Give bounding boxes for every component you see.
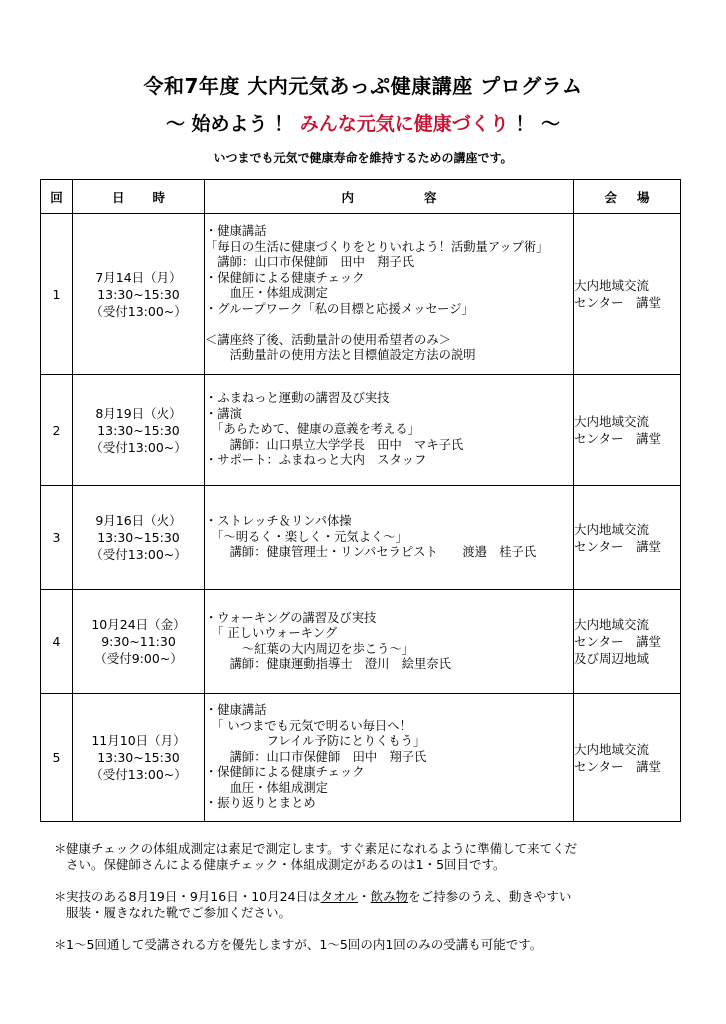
session-venue bbox=[574, 486, 681, 590]
content-line: 「 正しいウォーキング bbox=[205, 626, 338, 640]
content-line: ・グループワーク「私の目標と応援メッセージ」 bbox=[205, 301, 474, 316]
tagline: いつまでも元気で健康寿命を維持するための講座です。 bbox=[213, 151, 513, 165]
session-date: 7月14日（月） bbox=[95, 269, 182, 285]
session-reception: （受付13:00~） bbox=[90, 547, 187, 562]
note-underlined-towel: タオル bbox=[320, 889, 359, 904]
content-line: 「毎日の生活に健康づくりをとりいれよう！活動量アップ術」 bbox=[205, 239, 549, 254]
session-datetime bbox=[73, 590, 205, 694]
session-reception: （受付13:00~） bbox=[90, 767, 187, 782]
venue-line: 大内地域交流 bbox=[574, 741, 650, 757]
session-venue bbox=[574, 214, 681, 375]
content-line: 講師：山口県立大学学長 田中 マキ子氏 bbox=[205, 437, 464, 452]
session-datetime bbox=[73, 486, 205, 590]
session-venue bbox=[574, 375, 681, 486]
session-date: 10月24日（金） bbox=[91, 617, 186, 632]
asterisk-mark: ＊ bbox=[54, 841, 67, 856]
venue-line: 大内地域交流 bbox=[574, 617, 650, 632]
session-content bbox=[205, 214, 574, 375]
note-line: さい。保健師さんによる健康チェック・体組成測定があるのは1・5回目です。 bbox=[66, 857, 506, 872]
session-time: 13:30~15:30 bbox=[97, 422, 180, 438]
subtitle-highlight: みんな元気に健康づくり bbox=[299, 113, 509, 135]
subtitle-suffix: ！ ～ bbox=[508, 113, 561, 135]
session-date: 9月16日（火） bbox=[95, 513, 182, 528]
session-venue bbox=[574, 694, 681, 822]
session-content bbox=[205, 486, 574, 590]
session-content bbox=[205, 375, 574, 486]
note-priority bbox=[54, 937, 654, 953]
session-reception: （受付9:00~） bbox=[94, 651, 183, 666]
note-text: ・ bbox=[358, 889, 371, 904]
venue-line: 及び周辺地域 bbox=[574, 651, 650, 666]
venue-line: センター 講堂 bbox=[574, 758, 662, 774]
session-time: 13:30~15:30 bbox=[97, 286, 180, 302]
subtitle-prefix: ～ 始めよう ！ bbox=[165, 113, 300, 135]
note-line: 服装・履きなれた靴でご参加ください。 bbox=[66, 905, 292, 920]
table-row bbox=[41, 214, 681, 375]
content-line: ・講演 bbox=[205, 406, 242, 421]
venue-line: 大内地域交流 bbox=[574, 414, 650, 429]
note-line: 1～5回通して受講される方を優先しますが、1～5回の内1回のみの受講も可能です。 bbox=[66, 937, 543, 952]
session-reception: （受付13:00~） bbox=[90, 303, 187, 319]
notes-section bbox=[54, 841, 654, 969]
session-reception: （受付13:00~） bbox=[90, 439, 187, 455]
session-number: 2 bbox=[41, 375, 73, 486]
content-line: ・保健師による健康チェック bbox=[205, 270, 365, 285]
content-line: 活動量計の使用方法と目標値設定方法の説明 bbox=[205, 348, 476, 363]
session-datetime bbox=[73, 375, 205, 486]
content-line: ・ふまねっと運動の講習及び実技 bbox=[205, 391, 390, 406]
table-row bbox=[41, 375, 681, 486]
asterisk-mark: ＊ bbox=[54, 889, 67, 904]
page-subtitle bbox=[0, 109, 726, 136]
venue-line: センター 講堂 bbox=[574, 431, 662, 446]
session-venue bbox=[574, 590, 681, 694]
venue-line: センター 講堂 bbox=[574, 295, 662, 310]
asterisk-mark: ＊ bbox=[54, 937, 67, 952]
table-row bbox=[41, 694, 681, 822]
content-line: 「あらためて、健康の意義を考える」 bbox=[205, 422, 420, 437]
note-line: 健康チェックの体組成測定は素足で測定します。すぐ素足になれるように準備して来てくだ bbox=[66, 841, 578, 856]
content-line: 講師：山口市保健師 田中 翔子氏 bbox=[205, 749, 427, 764]
content-line: ・健康講話 bbox=[205, 224, 267, 239]
header-content: 内容 bbox=[205, 180, 574, 214]
content-line: 「～明るく・楽しく・元気よく～」 bbox=[205, 529, 408, 544]
content-line: ・保健師による健康チェック bbox=[205, 765, 365, 780]
content-line: ・ストレッチ＆リンパ体操 bbox=[205, 514, 352, 529]
session-content bbox=[205, 694, 574, 822]
venue-line: 大内地域交流 bbox=[574, 278, 650, 293]
session-time: 13:30~15:30 bbox=[97, 530, 180, 545]
table-row bbox=[41, 486, 681, 590]
content-line: 血圧・体組成測定 bbox=[205, 780, 328, 795]
content-line bbox=[205, 317, 573, 333]
page-title: 令和7年度 大内元気あっぷ健康講座 プログラム bbox=[143, 74, 583, 98]
content-line: ・ウォーキングの講習及び実技 bbox=[205, 610, 377, 625]
content-line: 講師：山口市保健師 田中 翔子氏 bbox=[205, 255, 415, 270]
session-datetime bbox=[73, 214, 205, 375]
venue-line: センター 講堂 bbox=[574, 634, 662, 649]
note-text: をご持参のうえ、動きやすい bbox=[408, 889, 572, 904]
table-row bbox=[41, 590, 681, 694]
note-belongings bbox=[54, 889, 654, 921]
content-line: ～紅葉の大内周辺を歩こう～」 bbox=[205, 641, 415, 656]
session-date: 11月10日（月） bbox=[91, 733, 186, 748]
session-content bbox=[205, 590, 574, 694]
content-line: 講師：健康運動指導士 澄川 絵里奈氏 bbox=[205, 657, 451, 671]
session-time: 13:30~15:30 bbox=[97, 750, 180, 765]
content-line: 血圧・体組成測定 bbox=[205, 286, 328, 301]
content-line: ・サポート：ふまねっと大内 スタッフ bbox=[205, 453, 427, 468]
note-line bbox=[66, 889, 654, 905]
content-line: ・振り返りとまとめ bbox=[205, 796, 316, 811]
session-datetime bbox=[73, 694, 205, 822]
header-venue: 会場 bbox=[574, 180, 681, 214]
header-date: 日時 bbox=[73, 180, 205, 214]
content-line: ＜講座終了後、活動量計の使用希望者のみ＞ bbox=[205, 332, 451, 347]
session-number: 1 bbox=[41, 214, 73, 375]
session-number: 5 bbox=[41, 694, 73, 822]
content-line: 「 いつまでも元気で明るい毎日へ！ bbox=[205, 718, 412, 733]
note-text: 実技のある8月19日・9月16日・10月24日は bbox=[66, 889, 321, 904]
schedule-table bbox=[40, 179, 681, 822]
note-barefoot bbox=[54, 841, 654, 873]
content-line: ・健康講話 bbox=[205, 703, 267, 718]
table-header-row bbox=[41, 180, 681, 214]
session-number: 4 bbox=[41, 590, 73, 694]
session-number: 3 bbox=[41, 486, 73, 590]
content-line: フレイル予防にとりくもう」 bbox=[205, 734, 426, 749]
header-num: 回 bbox=[41, 180, 73, 214]
note-underlined-drink: 飲み物 bbox=[370, 889, 409, 904]
venue-line: 大内地域交流 bbox=[574, 521, 650, 537]
content-line: 講師：健康管理士・リンパセラピスト 渡邉 桂子氏 bbox=[205, 545, 537, 560]
venue-line: センター 講堂 bbox=[574, 538, 662, 554]
session-date: 8月19日（火） bbox=[95, 405, 182, 421]
session-time: 9:30~11:30 bbox=[101, 634, 176, 649]
